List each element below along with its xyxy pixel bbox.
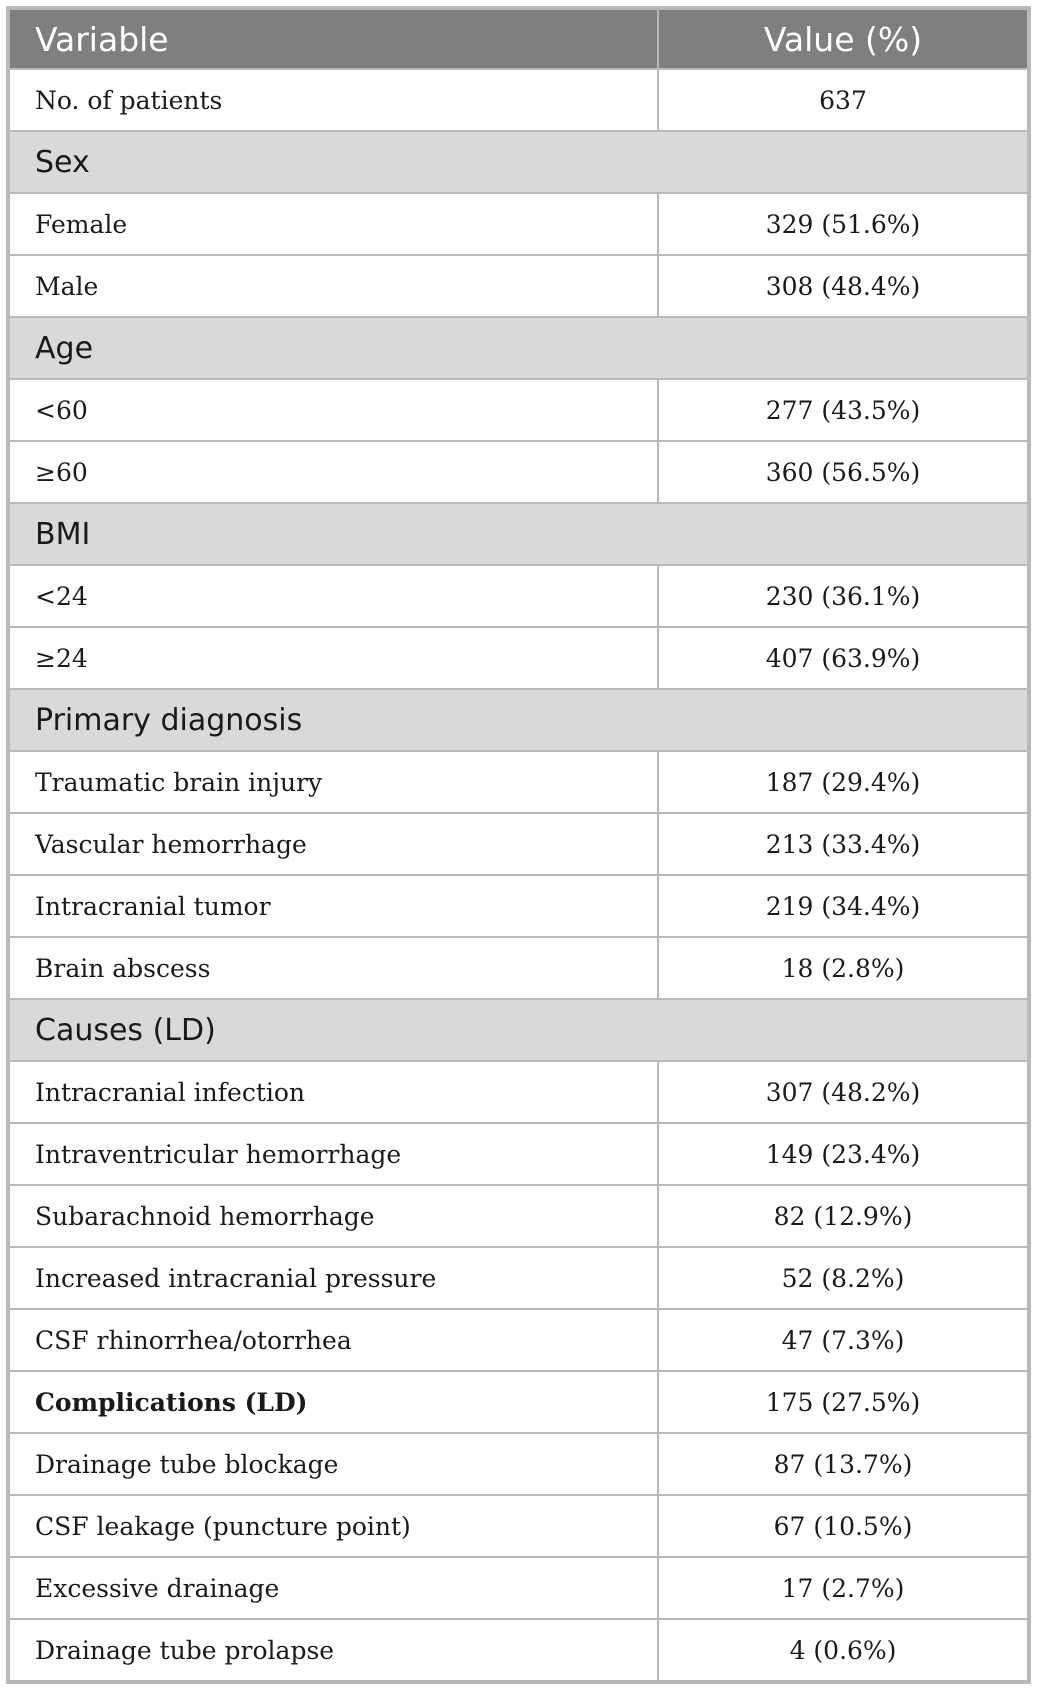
row-variable: Complications (LD) [9, 1371, 658, 1433]
row-variable: Subarachnoid hemorrhage [9, 1185, 658, 1247]
row-value: 187 (29.4%) [658, 751, 1028, 813]
row-variable: Traumatic brain injury [9, 751, 658, 813]
row-value: 18 (2.8%) [658, 937, 1028, 999]
table-row [9, 255, 1028, 317]
section-header-row [9, 317, 1028, 379]
row-variable: Intracranial infection [9, 1061, 658, 1123]
section-header-row [9, 999, 1028, 1061]
row-variable: Increased intracranial pressure [9, 1247, 658, 1309]
section-header-row [9, 689, 1028, 751]
row-variable: Drainage tube prolapse [9, 1619, 658, 1681]
row-value: 307 (48.2%) [658, 1061, 1028, 1123]
table-row [9, 1495, 1028, 1557]
table-row [9, 1247, 1028, 1309]
row-variable: Brain abscess [9, 937, 658, 999]
row-value: 82 (12.9%) [658, 1185, 1028, 1247]
section-label: BMI [9, 503, 1028, 565]
table-row [9, 1185, 1028, 1247]
table-row [9, 193, 1028, 255]
table-row [9, 813, 1028, 875]
section-header-row [9, 131, 1028, 193]
row-variable: Vascular hemorrhage [9, 813, 658, 875]
row-value: 308 (48.4%) [658, 255, 1028, 317]
row-variable: Excessive drainage [9, 1557, 658, 1619]
row-variable: CSF leakage (puncture point) [9, 1495, 658, 1557]
section-header-row [9, 503, 1028, 565]
table-row [9, 1557, 1028, 1619]
table-row [9, 565, 1028, 627]
table-row [9, 1061, 1028, 1123]
row-value: 360 (56.5%) [658, 441, 1028, 503]
table-row [9, 69, 1028, 131]
table-header-row [9, 9, 1028, 69]
row-variable: Male [9, 255, 658, 317]
table-body [9, 69, 1028, 1681]
data-table [8, 8, 1029, 1682]
row-variable: Intraventricular hemorrhage [9, 1123, 658, 1185]
row-value: 52 (8.2%) [658, 1247, 1028, 1309]
row-value: 329 (51.6%) [658, 193, 1028, 255]
row-variable: No. of patients [9, 69, 658, 131]
table-row [9, 627, 1028, 689]
row-value: 637 [658, 69, 1028, 131]
section-label: Causes (LD) [9, 999, 1028, 1061]
table-row [9, 1309, 1028, 1371]
row-value: 67 (10.5%) [658, 1495, 1028, 1557]
table-row [9, 1123, 1028, 1185]
row-value: 407 (63.9%) [658, 627, 1028, 689]
row-value: 17 (2.7%) [658, 1557, 1028, 1619]
row-variable: Drainage tube blockage [9, 1433, 658, 1495]
column-header-variable: Variable [9, 9, 658, 69]
row-variable: Intracranial tumor [9, 875, 658, 937]
row-variable: Female [9, 193, 658, 255]
table-row [9, 379, 1028, 441]
table-row [9, 1433, 1028, 1495]
patient-characteristics-table [6, 6, 1031, 1684]
row-value: 149 (23.4%) [658, 1123, 1028, 1185]
row-value: 230 (36.1%) [658, 565, 1028, 627]
row-value: 47 (7.3%) [658, 1309, 1028, 1371]
table-row [9, 751, 1028, 813]
row-variable: <24 [9, 565, 658, 627]
table-row [9, 1371, 1028, 1433]
table-row [9, 441, 1028, 503]
row-value: 213 (33.4%) [658, 813, 1028, 875]
row-value: 219 (34.4%) [658, 875, 1028, 937]
section-label: Age [9, 317, 1028, 379]
row-value: 87 (13.7%) [658, 1433, 1028, 1495]
row-variable: <60 [9, 379, 658, 441]
row-value: 277 (43.5%) [658, 379, 1028, 441]
row-value: 4 (0.6%) [658, 1619, 1028, 1681]
section-label: Sex [9, 131, 1028, 193]
row-variable: ≥24 [9, 627, 658, 689]
section-label: Primary diagnosis [9, 689, 1028, 751]
column-header-value: Value (%) [658, 9, 1028, 69]
table-row [9, 1619, 1028, 1681]
row-variable: ≥60 [9, 441, 658, 503]
table-row [9, 875, 1028, 937]
row-variable: CSF rhinorrhea/otorrhea [9, 1309, 658, 1371]
table-row [9, 937, 1028, 999]
row-value: 175 (27.5%) [658, 1371, 1028, 1433]
